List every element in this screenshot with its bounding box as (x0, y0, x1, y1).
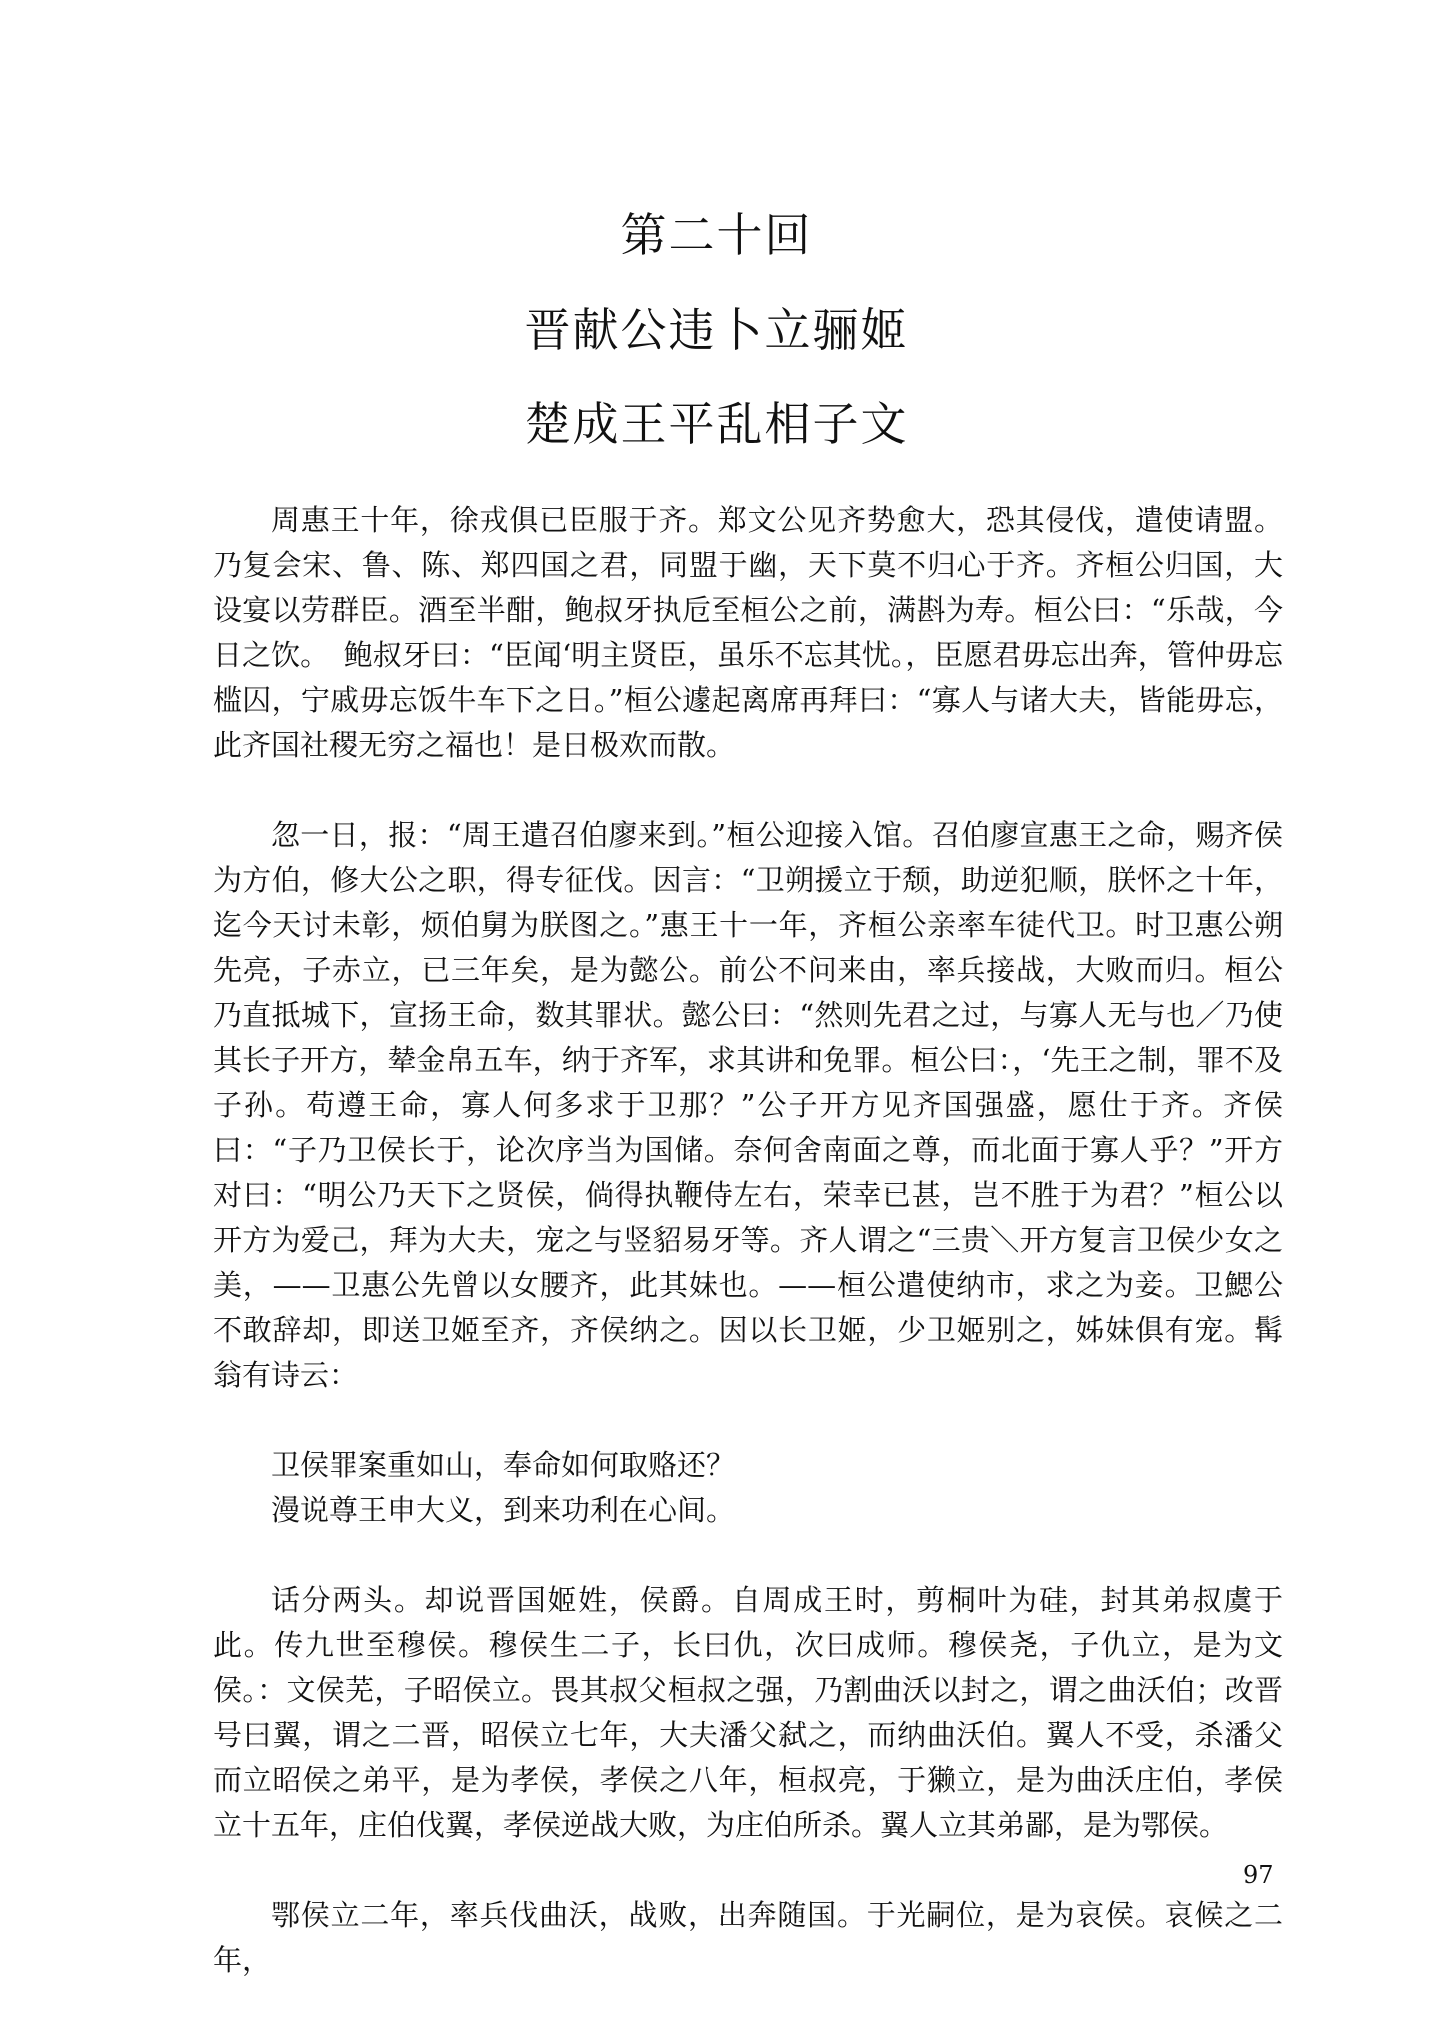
poem-line: 漫说尊王申大义，到来功利在心间。 (271, 1493, 736, 1527)
paragraph: 周惠王十年，徐戎俱已臣服于齐。郑文公见齐势愈大，恐其侵伐，遣使请盟。乃复会宋、鲁、陈、郑四国之君，同盟于幽，天下莫不归心于齐。齐桓公归国，大设宴以劳群臣。酒至半酣，鲍叔牙执卮至桓公之前，满斟为寿。桓公曰：“乐哉，今日之饮。 鲍叔牙曰：“臣闻‘明主贤臣，虽乐不忘其忧。，臣愿君毋忘出奔，管仲毋忘槛囚，宁戚毋忘饭牛车下之日。”桓公遽起离席再拜曰：“寡人与诸大夫，皆能毋忘，此齐国社稷无穷之福也！是日极欢而散。 (213, 503, 1283, 762)
chapter-heading (0, 205, 1433, 454)
poem (213, 1443, 1283, 1533)
chapter-number: 第二十回 (620, 208, 813, 262)
poem-line: 卫侯罪案重如山，奉命如何取赂还？ (271, 1448, 736, 1482)
paragraph: 话分两头。却说晋国姬姓，侯爵。自周成王时，剪桐叶为硅，封其弟叔虞于此。传九世至穆侯。穆侯生二子，长曰仇，次曰成师。穆侯尧，子仇立，是为文侯。：文侯芜，子昭侯立。畏其叔父桓叔之强，乃割曲沃以封之，谓之曲沃伯；改晋号曰翼，谓之二晋，昭侯立七年，大夫潘父弑之，而纳曲沃伯。翼人不受，杀潘父而立昭侯之弟平，是为孝侯，孝侯之八年，桓叔亮，于獭立，是为曲沃庄伯，孝侯立十五年，庄伯伐翼，孝侯逆战大败，为庄伯所杀。翼人立其弟鄙，是为鄂侯。 (213, 1583, 1283, 1842)
page-number: 97 (1243, 1861, 1274, 1889)
chapter-body (213, 498, 1283, 2028)
paragraph: 忽一日，报：“周王遣召伯廖来到。”桓公迎接入馆。召伯廖宣惠王之命，赐齐侯为方伯，修大公之职，得专征伐。因言：“卫朔援立于颓，助逆犯顺，朕怀之十年，迄今天讨未彰，烦伯舅为朕图之。”惠王十一年，齐桓公亲率车徒代卫。时卫惠公朔先亮，子赤立，已三年矣，是为懿公。前公不问来由，率兵接战，大败而归。桓公乃直抵城下，宣扬王命，数其罪状。懿公曰：“然则先君之过，与寡人无与也／乃使其长子开方，辇金帛五车，纳于齐军，求其讲和免罪。桓公曰：，‘先王之制，罪不及子孙。苟遵王命，寡人何多求于卫那？”公子开方见齐国强盛，愿仕于齐。齐侯曰：“子乃卫侯长于，论次序当为国储。奈何舍南面之尊，而北面于寡人乎？”开方对曰：“明公乃天下之贤侯，倘得执鞭侍左右，荣幸已甚，岂不胜于为君？”桓公以开方为爱己，拜为大夫，宠之与竖貂易牙等。齐人谓之“三贵＼开方复言卫侯少女之美，——卫惠公先曾以女腰齐，此其妹也。——桓公遣使纳市，求之为妾。卫鰓公不敢辞却，即送卫姬至齐，齐侯纳之。因以长卫姬，少卫姬别之，姊妹俱有宠。髯翁有诗云： (213, 818, 1283, 1392)
chapter-title-line-1: 晋献公违卜立骊姬 (524, 303, 909, 357)
paragraph: 鄂侯立二年，率兵伐曲沃，战败，出奔随国。于光嗣位，是为哀侯。哀候之二年， (213, 1898, 1283, 1977)
chapter-title-line-2: 楚成王平乱相子文 (524, 397, 909, 451)
